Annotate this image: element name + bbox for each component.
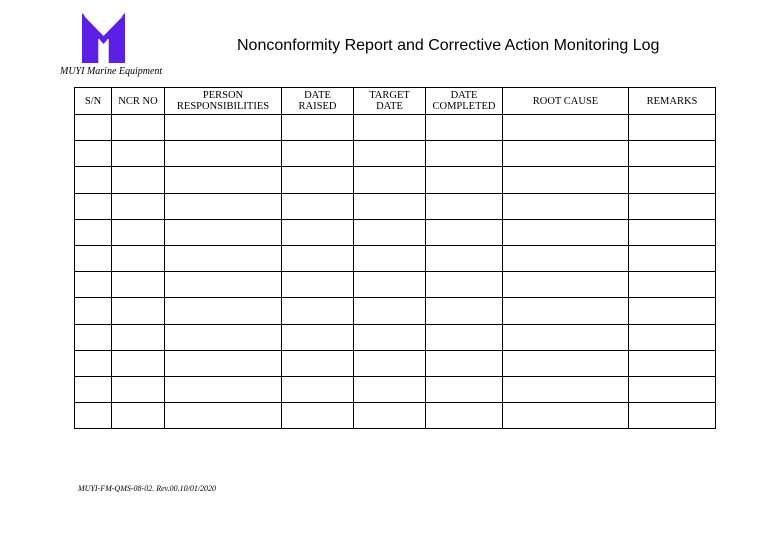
- table-cell[interactable]: [282, 141, 354, 167]
- table-cell[interactable]: [354, 272, 426, 298]
- table-cell[interactable]: [165, 193, 282, 219]
- table-cell[interactable]: [165, 403, 282, 429]
- table-cell[interactable]: [629, 245, 716, 271]
- table-cell[interactable]: [165, 350, 282, 376]
- table-cell[interactable]: [75, 167, 112, 193]
- table-cell[interactable]: [75, 272, 112, 298]
- table-cell[interactable]: [165, 245, 282, 271]
- table-cell[interactable]: [503, 245, 629, 271]
- table-cell[interactable]: [112, 193, 165, 219]
- table-cell[interactable]: [282, 245, 354, 271]
- table-cell[interactable]: [426, 376, 503, 402]
- table-cell[interactable]: [503, 350, 629, 376]
- table-row: [75, 403, 716, 429]
- table-row: [75, 193, 716, 219]
- table-cell[interactable]: [165, 376, 282, 402]
- column-header: [282, 88, 354, 115]
- table-cell[interactable]: [75, 245, 112, 271]
- table-cell[interactable]: [354, 376, 426, 402]
- column-header-line2: RAISED: [298, 101, 337, 112]
- table-cell[interactable]: [629, 403, 716, 429]
- table-cell[interactable]: [75, 376, 112, 402]
- table-cell[interactable]: [503, 141, 629, 167]
- table-cell[interactable]: [354, 298, 426, 324]
- table-cell[interactable]: [354, 245, 426, 271]
- table-cell[interactable]: [629, 298, 716, 324]
- table-row: [75, 298, 716, 324]
- table-cell[interactable]: [426, 324, 503, 350]
- table-cell[interactable]: [629, 376, 716, 402]
- table-cell[interactable]: [112, 115, 165, 141]
- table-cell[interactable]: [282, 167, 354, 193]
- table-cell[interactable]: [112, 167, 165, 193]
- table-cell[interactable]: [629, 272, 716, 298]
- column-header-line1: REMARKS: [646, 95, 698, 107]
- table-cell[interactable]: [75, 193, 112, 219]
- table-cell[interactable]: [282, 115, 354, 141]
- table-cell[interactable]: [165, 272, 282, 298]
- column-header-line1: PERSON: [202, 90, 244, 101]
- table-cell[interactable]: [112, 324, 165, 350]
- table-row: [75, 167, 716, 193]
- table-cell[interactable]: [75, 298, 112, 324]
- table-cell[interactable]: [165, 167, 282, 193]
- column-header-line1: NCR NO: [118, 95, 158, 107]
- table-cell[interactable]: [354, 403, 426, 429]
- table-cell[interactable]: [503, 167, 629, 193]
- table-cell[interactable]: [503, 324, 629, 350]
- table-cell[interactable]: [426, 219, 503, 245]
- table-cell[interactable]: [629, 324, 716, 350]
- table-cell[interactable]: [629, 219, 716, 245]
- company-name: MUYI Marine Equipment: [60, 66, 163, 77]
- table-row: [75, 245, 716, 271]
- table-cell[interactable]: [503, 115, 629, 141]
- column-header-line1: DATE: [450, 90, 478, 101]
- table-cell[interactable]: [282, 403, 354, 429]
- column-header-line2: RESPONSIBILITIES: [176, 101, 270, 112]
- table-cell[interactable]: [282, 350, 354, 376]
- table-cell[interactable]: [629, 193, 716, 219]
- table-cell[interactable]: [282, 272, 354, 298]
- table-row: [75, 272, 716, 298]
- table-cell[interactable]: [503, 376, 629, 402]
- column-header: [426, 88, 503, 115]
- table-cell[interactable]: [282, 298, 354, 324]
- column-header: [503, 88, 629, 115]
- table-row: [75, 376, 716, 402]
- table-cell[interactable]: [426, 298, 503, 324]
- table-cell[interactable]: [354, 167, 426, 193]
- table-cell[interactable]: [426, 193, 503, 219]
- table-cell[interactable]: [629, 115, 716, 141]
- table-cell[interactable]: [282, 376, 354, 402]
- column-header: [75, 88, 112, 115]
- table-cell[interactable]: [112, 403, 165, 429]
- table-cell[interactable]: [75, 350, 112, 376]
- table-cell[interactable]: [426, 272, 503, 298]
- table-cell[interactable]: [426, 167, 503, 193]
- table-cell[interactable]: [112, 376, 165, 402]
- table-cell[interactable]: [282, 324, 354, 350]
- table-cell[interactable]: [165, 324, 282, 350]
- table-cell[interactable]: [112, 350, 165, 376]
- table-cell[interactable]: [75, 219, 112, 245]
- table-cell[interactable]: [165, 141, 282, 167]
- table-cell[interactable]: [282, 219, 354, 245]
- document-reference: MUYI-FM-QMS-08-02. Rev.00.10/01/2020: [78, 484, 217, 493]
- table-row: [75, 324, 716, 350]
- table-row: [75, 219, 716, 245]
- table-cell[interactable]: [503, 193, 629, 219]
- column-header-line1: DATE: [304, 90, 331, 101]
- table-cell[interactable]: [75, 141, 112, 167]
- table-cell[interactable]: [112, 141, 165, 167]
- table-cell[interactable]: [75, 115, 112, 141]
- table-body: [75, 115, 716, 429]
- table-cell[interactable]: [354, 115, 426, 141]
- page-title: Nonconformity Report and Corrective Action Monitoring Log: [237, 37, 660, 54]
- table-cell[interactable]: [503, 298, 629, 324]
- table-cell[interactable]: [354, 350, 426, 376]
- table-row: [75, 350, 716, 376]
- table-cell[interactable]: [75, 324, 112, 350]
- table-cell[interactable]: [354, 324, 426, 350]
- logo: [82, 13, 125, 63]
- column-header-line2: DATE: [376, 101, 403, 112]
- column-header: [112, 88, 165, 115]
- muyi-logo-icon: [82, 13, 125, 63]
- table-cell[interactable]: [354, 193, 426, 219]
- column-header-line2: COMPLETED: [432, 101, 496, 112]
- table-cell[interactable]: [165, 115, 282, 141]
- table-cell[interactable]: [629, 141, 716, 167]
- table-header-row: [75, 88, 716, 115]
- table-cell[interactable]: [503, 219, 629, 245]
- table-cell[interactable]: [112, 245, 165, 271]
- table-cell[interactable]: [426, 141, 503, 167]
- table-row: [75, 115, 716, 141]
- table-cell[interactable]: [629, 350, 716, 376]
- table-cell[interactable]: [629, 167, 716, 193]
- column-header: [629, 88, 716, 115]
- table-cell[interactable]: [354, 141, 426, 167]
- table-cell[interactable]: [426, 403, 503, 429]
- table-cell[interactable]: [354, 219, 426, 245]
- table-cell[interactable]: [112, 272, 165, 298]
- column-header-line1: S/N: [84, 95, 102, 107]
- table-cell[interactable]: [426, 350, 503, 376]
- table-cell[interactable]: [426, 115, 503, 141]
- column-header-line1: TARGET: [369, 90, 410, 101]
- ncr-log-table: [74, 87, 716, 429]
- column-header-line1: ROOT CAUSE: [532, 95, 599, 107]
- table-cell[interactable]: [112, 298, 165, 324]
- table-cell[interactable]: [426, 245, 503, 271]
- table-cell[interactable]: [282, 193, 354, 219]
- table-cell[interactable]: [503, 272, 629, 298]
- column-header: [354, 88, 426, 115]
- table-cell[interactable]: [165, 298, 282, 324]
- table-cell[interactable]: [112, 219, 165, 245]
- table-cell[interactable]: [503, 403, 629, 429]
- table-cell[interactable]: [75, 403, 112, 429]
- table-row: [75, 141, 716, 167]
- table-cell[interactable]: [165, 219, 282, 245]
- column-header: [165, 88, 282, 115]
